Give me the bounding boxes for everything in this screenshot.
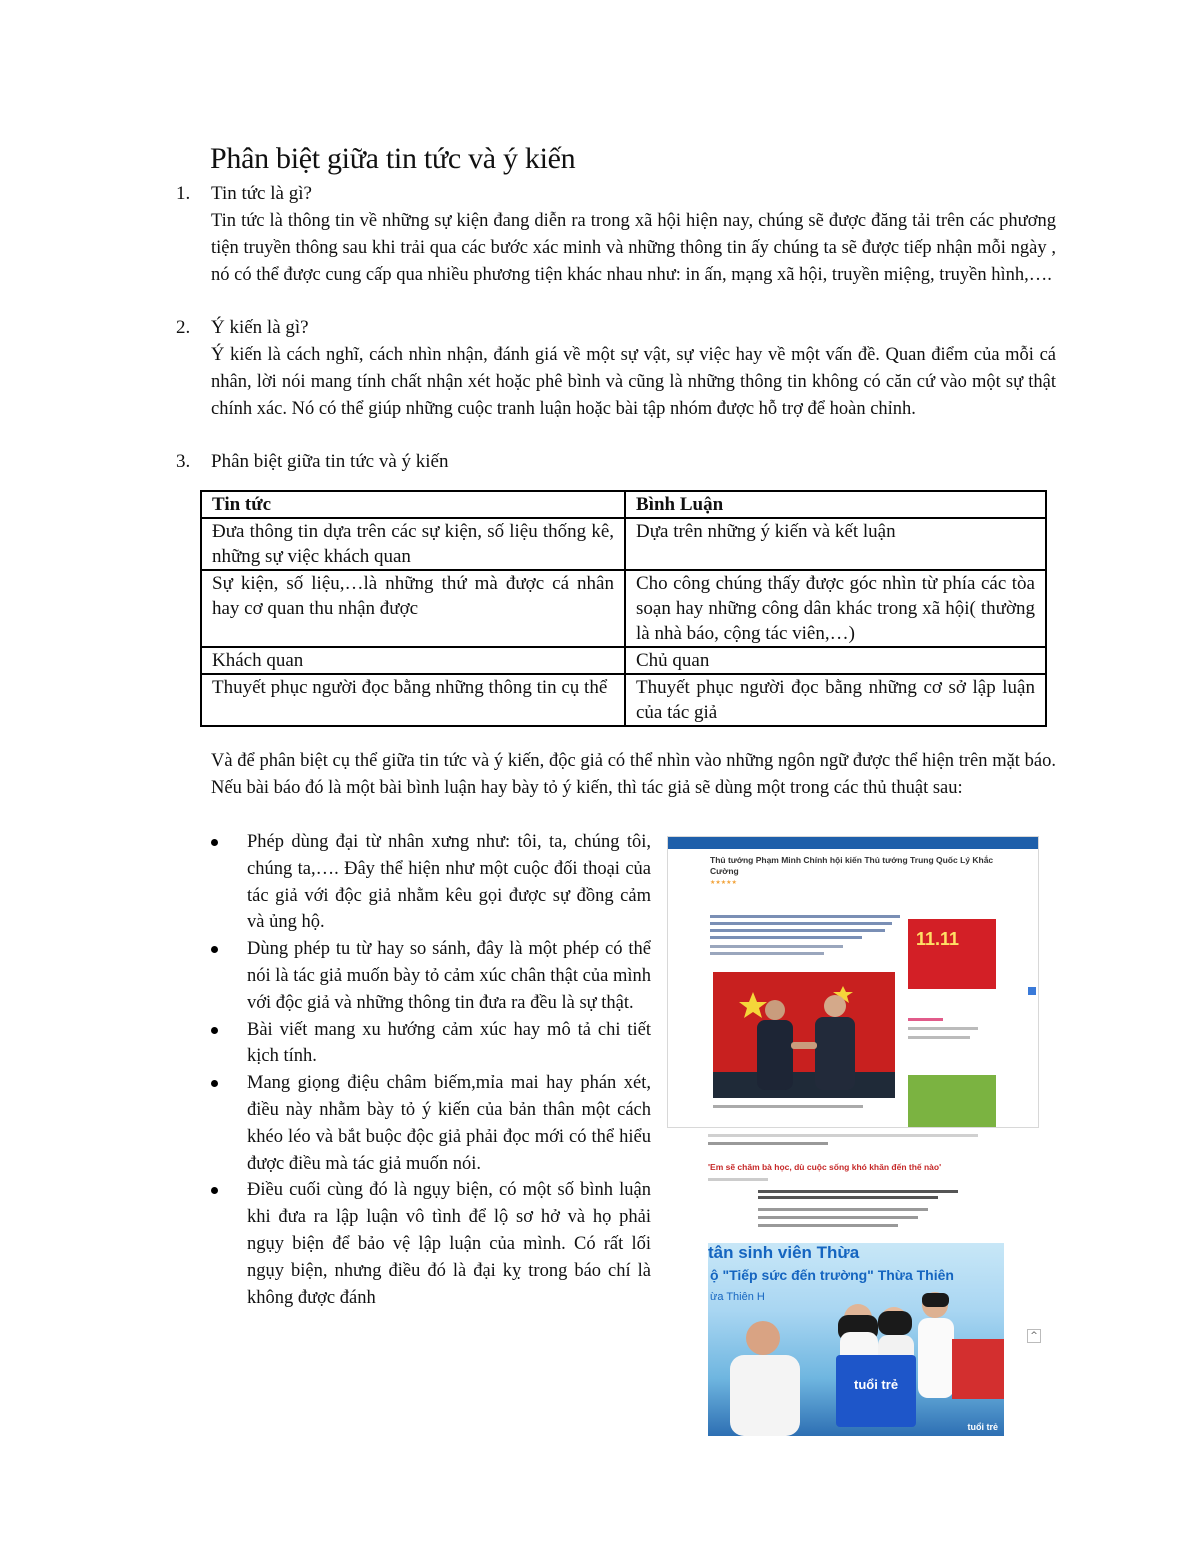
intro-paragraph: Và để phân biệt cụ thể giữa tin tức và ý kiến, độc giả có thể nhìn vào những ngôn ngữ được thể hiện trên mặt báo. Nếu bài báo đó là một bài bình luận hay bày tỏ ý kiến, thì tác giả sẽ dùng một trong các thủ thuật sau: bbox=[211, 751, 1056, 798]
technique-list bbox=[211, 829, 651, 1311]
article-snippet-image bbox=[706, 1130, 984, 1230]
list-item bbox=[211, 1017, 651, 1071]
photo-banner-text: tân sinh viên Thừa bbox=[708, 1243, 860, 1262]
section-body: Tin tức là thông tin về những sự kiện đang diễn ra trong xã hội hiện nay, chúng sẽ được đăng tải trên các phương tiện truyền thông sau khi trải qua các bước xác minh và những thông tin ấy chúng ta sẽ được tiếp nhận mỗi ngày , nó có thể được cung cấp qua nhiều phương tiện khác nhau như: in ấn, mạng xã hội, truyền miệng, truyền hình,…. bbox=[211, 211, 1056, 285]
snippet-headline: 'Em sẽ chăm bà học, dù cuộc sống khó khăn đến thế nào' bbox=[708, 1162, 942, 1172]
sale-ad-text: 11.11 bbox=[916, 929, 960, 949]
photo-banner-text: ừa Thiên H bbox=[710, 1291, 765, 1303]
list-item bbox=[211, 1177, 651, 1311]
table-cell: Dựa trên những ý kiến và kết luận bbox=[625, 518, 1046, 570]
table-header-row bbox=[201, 491, 1046, 518]
table-cell: Sự kiện, số liệu,…là những thứ mà được cá nhân hay cơ quan thu nhận được bbox=[201, 570, 625, 647]
section-number: 3. bbox=[176, 451, 191, 472]
page-title: Phân biệt giữa tin tức và ý kiến bbox=[210, 142, 576, 175]
news-screenshot-image bbox=[667, 836, 1039, 1128]
rating-stars-icon: ★★★★★ bbox=[710, 880, 737, 886]
bullet-icon bbox=[211, 1080, 218, 1087]
photo-watermark: tuổi trẻ bbox=[967, 1422, 998, 1432]
photo-banner-text: ộ "Tiếp sức đến trường" Thừa Thiên bbox=[710, 1267, 954, 1283]
article-text-block bbox=[710, 915, 900, 959]
table-cell: Thuyết phục người đọc bằng những cơ sở lập luận của tác giả bbox=[625, 674, 1046, 726]
table-row bbox=[201, 674, 1046, 726]
meeting-photo bbox=[713, 972, 895, 1098]
list-item bbox=[211, 1070, 651, 1177]
bullet-icon bbox=[211, 946, 218, 953]
list-item bbox=[211, 829, 651, 936]
flag-decoration bbox=[952, 1339, 1004, 1399]
comparison-table bbox=[200, 490, 1047, 727]
scroll-up-icon[interactable]: ^ bbox=[1027, 1329, 1041, 1343]
bullet-icon bbox=[211, 1027, 218, 1034]
table-cell: Chủ quan bbox=[625, 647, 1046, 674]
news-site-navbar bbox=[668, 837, 1038, 849]
section-number: 2. bbox=[176, 317, 191, 338]
section-heading: Ý kiến là gì? bbox=[211, 317, 309, 338]
section-heading: Phân biệt giữa tin tức và ý kiến bbox=[211, 451, 449, 472]
gift-bag bbox=[836, 1355, 916, 1427]
bag-logo-text: tuổi trẻ bbox=[854, 1377, 899, 1392]
list-item bbox=[211, 936, 651, 1016]
section-body: Ý kiến là cách nghĩ, cách nhìn nhận, đánh giá về một sự vật, sự việc hay về một vấn đề. Quan điểm của mỗi cá nhân, lời nói mang tính chất nhận xét hoặc phê bình và cũng là những thông tin không có căn cứ vào một sự thật chính xác. Nó có thể giúp những cuộc tranh luận hoặc bài tập nhóm được hỗ trợ để hoàn chỉnh. bbox=[211, 345, 1056, 419]
news-headline: Thủ tướng Phạm Minh Chính hội kiến Thủ tướng Trung Quốc Lý Khắc Cường bbox=[710, 855, 994, 876]
list-item-text: Điều cuối cùng đó là ngụy biện, có một số bình luận khi đưa ra lập luận vô tình để lộ sơ hở và họ phải ngụy biện để bảo vệ lập luận của mình. Có rất lối ngụy biện, nhưng điều đó là đại kỵ trong báo chí là không được đánh bbox=[247, 1180, 651, 1308]
side-ad-list bbox=[908, 1012, 996, 1052]
section-number: 1. bbox=[176, 183, 191, 204]
section-heading: Tin tức là gì? bbox=[211, 183, 312, 204]
green-ad-banner[interactable] bbox=[908, 1075, 996, 1127]
sale-ad-banner[interactable] bbox=[908, 919, 996, 989]
list-item-text: Dùng phép tu từ hay so sánh, đây là một phép có thể nói là tác giả muốn bày tỏ cảm xúc chân thật của mình với độc giả và những thông tin đưa ra đều là sự thật. bbox=[247, 939, 651, 1013]
table-cell: Thuyết phục người đọc bằng những thông tin cụ thể bbox=[201, 674, 625, 726]
table-row bbox=[201, 570, 1046, 647]
table-header-news: Tin tức bbox=[201, 491, 625, 518]
list-item-text: Bài viết mang xu hướng cảm xúc hay mô tả chi tiết kịch tính. bbox=[247, 1019, 651, 1067]
list-item-text: Mang giọng điệu châm biếm,mỉa mai hay phán xét, điều này nhằm bày tỏ ý kiến của bản thân một cách khéo léo và bắt buộc độc giả phải đọc mới có thể hiểu được điều mà tác giả muốn nói. bbox=[247, 1073, 651, 1174]
handshake-illustration bbox=[713, 972, 895, 1098]
table-row bbox=[201, 518, 1046, 570]
event-photo bbox=[708, 1243, 1004, 1436]
bullet-icon bbox=[211, 1187, 218, 1194]
table-cell: Khách quan bbox=[201, 647, 625, 674]
list-item-text: Phép dùng đại từ nhân xưng như: tôi, ta, chúng tôi, chúng ta,…. Đây thể hiện như một cuộc đối thoại của tác giả với độc giả nhằm kêu gọi được sự đồng cảm và ủng hộ. bbox=[247, 832, 651, 933]
bullet-icon bbox=[211, 839, 218, 846]
photo-caption bbox=[713, 1105, 863, 1108]
table-header-commentary: Bình Luận bbox=[625, 491, 1046, 518]
table-row bbox=[201, 647, 1046, 674]
scroll-button-icon[interactable] bbox=[1028, 987, 1036, 995]
table-cell: Cho công chúng thấy được góc nhìn từ phía các tòa soạn hay những công dân khác trong xã hội( thường là nhà báo, cộng tác viên,…) bbox=[625, 570, 1046, 647]
table-cell: Đưa thông tin dựa trên các sự kiện, số liệu thống kê, những sự việc khách quan bbox=[201, 518, 625, 570]
